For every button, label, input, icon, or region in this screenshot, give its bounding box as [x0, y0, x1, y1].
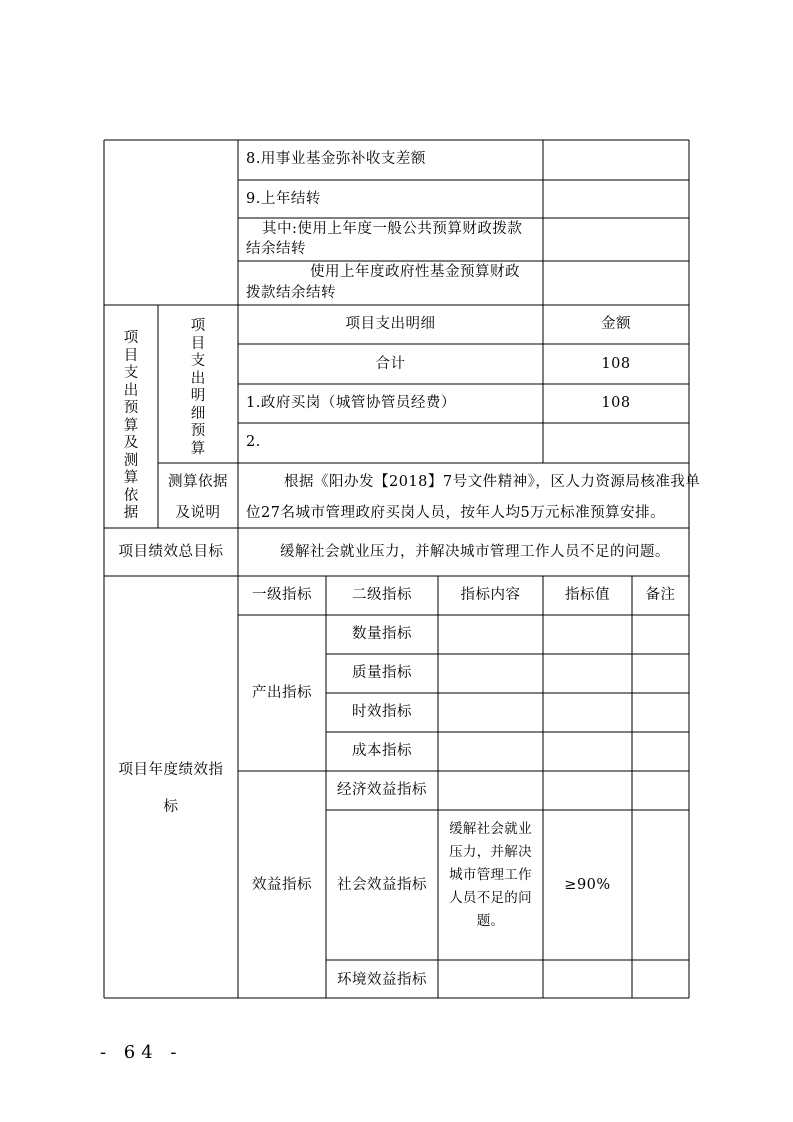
header-level2: 二级指标 — [352, 587, 412, 603]
benefit-label: 效益指标 — [252, 877, 312, 893]
social-content-line: 压力，并解决 — [449, 844, 532, 860]
social-content-line: 城市管理工作 — [449, 867, 532, 883]
row-8-label: 8.用事业基金弥补收支差额 — [246, 151, 426, 167]
header-content: 指标内容 — [460, 587, 521, 603]
social-content-line: 题。 — [476, 913, 505, 929]
benefit-item: 社会效益指标 — [337, 877, 427, 893]
benefit-item: 环境效益指标 — [337, 972, 427, 988]
row-9b-line1: 使用上年度政府性基金预算财政 — [310, 264, 520, 280]
goal-text: 缓解社会就业压力，并解决城市管理工作人员不足的问题。 — [280, 544, 670, 560]
indicators-label-line1: 项目年度绩效指 — [118, 762, 224, 778]
output-label: 产出指标 — [252, 685, 312, 701]
row-9a-line2: 结余结转 — [246, 241, 306, 257]
social-content-line: 缓解社会就业 — [449, 821, 532, 837]
item-1-label: 1.政府买岗（城管协管员经费） — [246, 395, 456, 411]
inner-vertical-label: 项目支出明细预算 — [190, 318, 206, 457]
social-content — [438, 818, 543, 933]
total-amount: 108 — [601, 356, 631, 372]
page-number: - 64 - — [100, 1042, 183, 1063]
output-item: 数量指标 — [352, 626, 412, 642]
goal-label: 项目绩效总目标 — [118, 544, 224, 560]
detail-header: 项目支出明细 — [345, 316, 436, 332]
output-item: 时效指标 — [352, 704, 412, 720]
social-value: ≥90% — [564, 877, 611, 893]
header-level1: 一级指标 — [252, 587, 312, 603]
indicators-label-line2: 标 — [163, 799, 179, 815]
header-value: 指标值 — [565, 587, 610, 603]
row-9b-line2: 拨款结余结转 — [246, 285, 336, 301]
output-item: 质量指标 — [352, 665, 412, 681]
item-1-amount: 108 — [601, 395, 631, 411]
basis-label-line1: 测算依据 — [168, 474, 228, 490]
benefit-item: 经济效益指标 — [337, 782, 427, 798]
social-content-line: 人员不足的问 — [449, 890, 532, 906]
amount-header: 金额 — [601, 316, 631, 332]
basis-label-line2: 及说明 — [175, 505, 221, 521]
total-label: 合计 — [375, 356, 406, 372]
row-9-label: 9.上年结转 — [246, 191, 321, 207]
header-remark: 备注 — [645, 587, 676, 603]
output-item: 成本指标 — [352, 743, 412, 759]
row-9a-line1: 其中:使用上年度一般公共预算财政拨款 — [262, 221, 523, 237]
basis-text-line2: 位27名城市管理政府买岗人员，按年人均5万元标准预算安排。 — [246, 505, 666, 521]
basis-text-line1: 根据《阳办发【2018】7号文件精神》，区人力资源局核准我单 — [284, 474, 701, 490]
item-2-label: 2. — [246, 434, 261, 450]
outer-vertical-label: 项目支出预算及测算依据 — [123, 330, 139, 521]
